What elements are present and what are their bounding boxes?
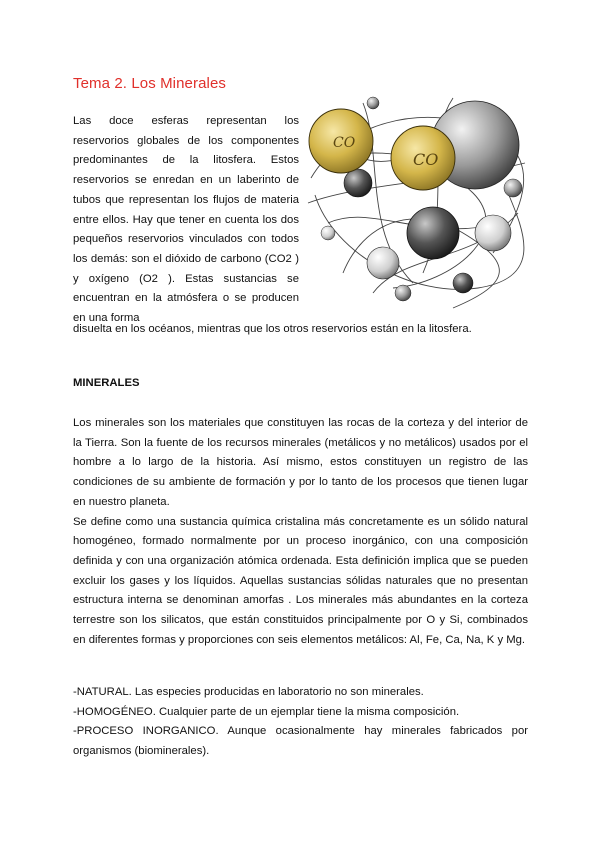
body-paragraph: Se define como una sustancia química cristalina más concretamente es un sólido natural homogéneo, formado normalmente por un proceso inorgánico, con una composición definida y con una organización atómica ordenada. Esta definición implica que se pueden excluir los gases y los líquidos. Aquellas sustancias sólidas naturales que no presentan estructura interna se denominan amorfas . Los minerales más abundantes en la corteza terrestre son los silicatos, que están constituidos principalmente por O y Si, combinados en diferentes formas y proporciones con seis elementos metálicos: Al, Fe, Ca, Na, K y Mg. [73,515,528,646]
list-item: -NATURAL. Las especies producidas en laboratorio no son minerales. [73,686,424,698]
tiny-sphere [321,226,335,240]
intro-paragraph-tail: disuelta en los océanos, mientras que los otros reservorios están en la litosfera. [73,323,472,335]
o2-sphere-label: CO [413,150,439,169]
light-sphere [367,247,399,279]
co2-sphere-label: CO [333,135,356,151]
list-item: -PROCESO INORGANICO. Aunque ocasionalmente hay minerales fabricados por organismos (biominerales). [73,725,528,758]
tiny-sphere [367,97,379,109]
list-item: -HOMOGÉNEO. Cualquier parte de un ejemplar tiene la misma composición. [73,705,460,718]
dark-sphere [407,207,459,259]
section-heading: MINERALES [73,377,140,389]
reservoir-spheres-illustration [303,83,529,313]
mineral-properties-list [73,683,528,762]
tiny-sphere [453,273,473,293]
small-dark-sphere [344,169,372,197]
intro-paragraph: Las doce esferas representan los reservorios globales de los componentes predominantes de la litosfera. Estos reservorios se enredan en un laberinto de tubos que representan los flujos de materia entre ellos. Hay que tener en cuenta los dos pequeños reservorios vinculados con todos los demás: son el dióxido de carbono (CO2 ) y oxígeno (O2 ). Estas sustancias se encuentran en la atmósfera o se producen en una forma [73,115,299,325]
tiny-sphere [504,179,522,197]
light-sphere [475,215,511,251]
section-body [73,414,528,650]
page-title: Tema 2. Los Minerales [73,75,227,92]
sphere-group [309,97,522,301]
body-paragraph: Los minerales son los materiales que constituyen las rocas de la corteza y del interior de la Tierra. Son la fuente de los recursos minerales (metálicos y no metálicos) usados por el hombre a lo largo de la historia. Así mismo, estos constituyen un registro de las condiciones de su ambiente de formación y por lo tanto de los procesos que tienen lugar en nuestro planeta. [73,417,528,508]
tiny-sphere [395,285,411,301]
